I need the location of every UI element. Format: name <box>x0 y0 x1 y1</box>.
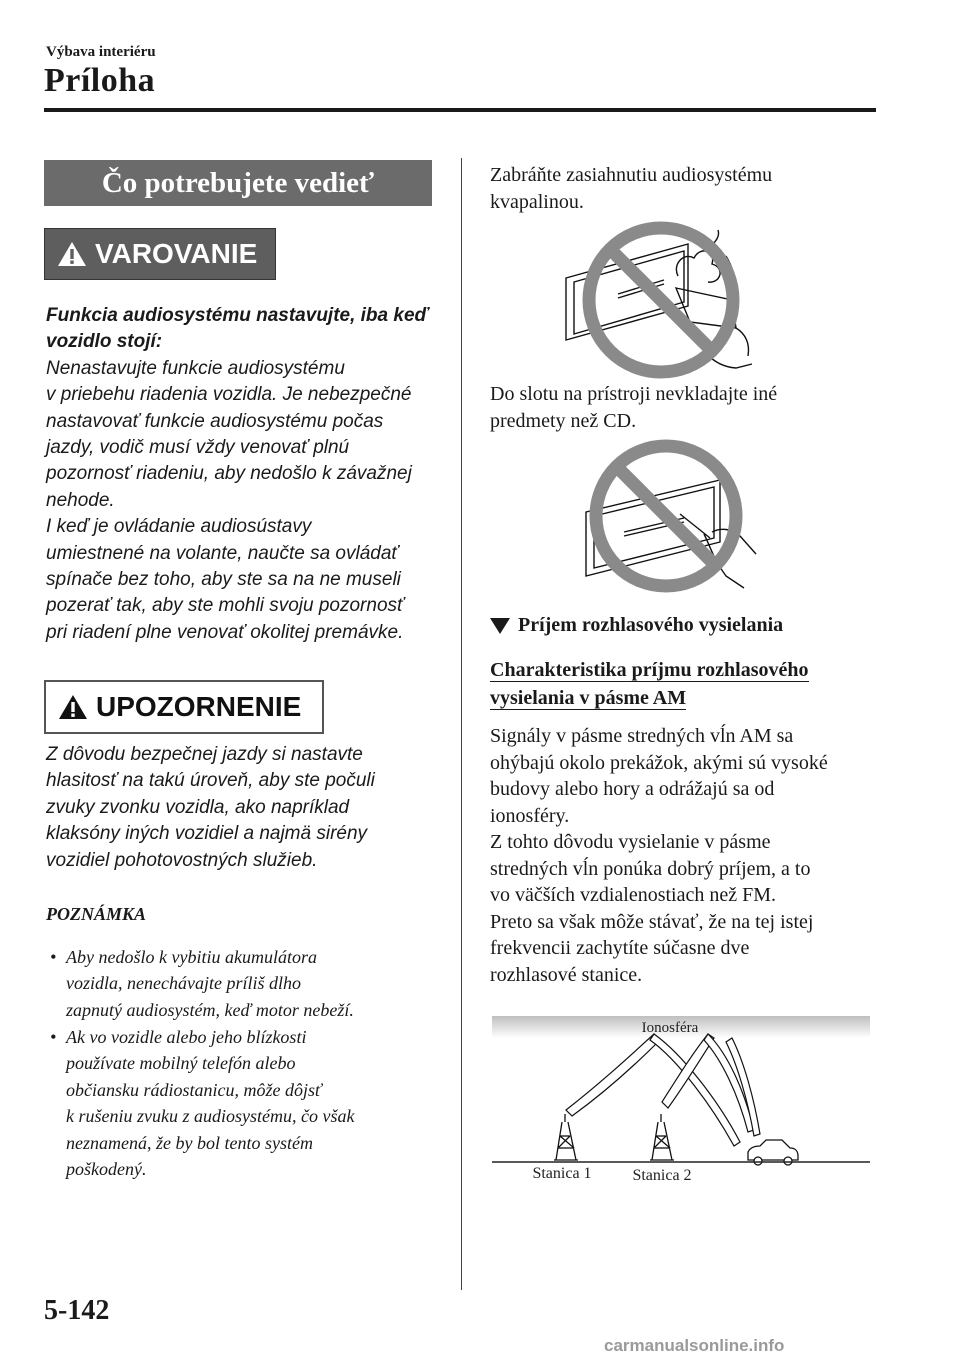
station-2-label: Stanica 2 <box>632 1167 692 1184</box>
watermark: carmanualsonline.info <box>604 1336 785 1355</box>
text-line: k rušeniu zvuku z audiosystému, čo však <box>66 1106 355 1127</box>
column-divider <box>461 158 462 1290</box>
page-number: 5-142 <box>44 1295 110 1326</box>
text-line: nehode. <box>46 489 115 511</box>
text-line: zapnutý audiosystém, keď motor nebeží. <box>66 999 354 1020</box>
text-line: klaksóny iných vozidiel a najmä sirény <box>46 823 368 845</box>
text-line: vysielania v pásme AM <box>490 687 687 709</box>
text-line: jazdy, vodič musí vždy venovať plnú <box>46 437 350 459</box>
text-line: kvapalinou. <box>490 190 584 213</box>
text-line: zvuky zvonku vozidla, ako napríklad <box>46 796 350 818</box>
note-heading: POZNÁMKA <box>46 904 147 924</box>
warning-body <box>46 303 442 646</box>
header-rule <box>44 108 876 112</box>
text-line: Ak vo vozidle alebo jeho blízkosti <box>66 1027 307 1047</box>
text-line: stredných vĺn ponúka dobrý príjem, a to <box>490 857 811 880</box>
text-line: umiestnené na volante, naučte sa ovládať <box>46 542 399 564</box>
text-line: vozidlo stojí: <box>46 331 163 353</box>
wave-path <box>566 1034 660 1116</box>
radio-tower-icon <box>554 1114 578 1160</box>
caution-label-text: UPOZORNENIE <box>96 691 302 722</box>
text-line: Zabráňte zasiahnutiu audiosystému <box>490 164 773 186</box>
bullet-icon: • <box>50 947 57 967</box>
text-line: rozhlasové stanice. <box>490 963 643 986</box>
warning-label <box>44 228 276 280</box>
text-line: frekvencii zachytíte súčasne dve <box>490 937 750 959</box>
text-line: hlasitosť na takú úroveň, aby ste počuli <box>46 770 375 792</box>
warning-label-text: VAROVANIE <box>95 238 258 269</box>
text-line: vozidla, nenechávajte príliš dlho <box>66 973 301 994</box>
text-line: pozornosť riadeniu, aby nedošlo k závažnej <box>46 463 412 485</box>
section-title: Čo potrebujete vedieť <box>44 160 432 206</box>
station-1-label: Stanica 1 <box>532 1165 592 1182</box>
caution-label <box>44 680 324 734</box>
text-line: I keď je ovládanie audiosústavy <box>46 516 312 538</box>
wave-path <box>726 1038 760 1136</box>
text-line: Z tohto dôvodu vysielanie v pásme <box>490 831 771 853</box>
caution-icon <box>58 693 88 721</box>
text-line: Signály v pásme stredných vĺn AM sa <box>490 725 794 747</box>
warning-icon <box>57 240 87 268</box>
am-heading <box>490 656 850 712</box>
text-line: v priebehu riadenia vozidla. Je nebezpečné <box>46 384 412 406</box>
text-line: vo väčších vzdialenostiach než FM. <box>490 884 777 906</box>
text-line: Z dôvodu bezpečnej jazdy si nastavte <box>46 744 363 765</box>
slot-warning-text <box>490 381 870 434</box>
text-line: poškodený. <box>66 1159 147 1180</box>
breadcrumb: Výbava interiéru <box>46 44 156 60</box>
liquid-warning-text <box>490 162 870 215</box>
am-propagation-diagram <box>492 1010 874 1190</box>
text-line: pozerať tak, aby ste mohli svoju pozornosť <box>46 595 404 617</box>
text-line: nastavovať funkcie audiosystému počas <box>46 410 384 432</box>
prohibition-icon <box>596 446 736 586</box>
text-line: predmety než CD. <box>490 409 637 432</box>
text-line: Preto sa však môže stávať, že na tej istej <box>490 910 814 933</box>
text-line: Nenastavujte funkcie audiosystému <box>46 357 345 379</box>
note-item <box>50 944 451 1023</box>
text-line: ionosféry. <box>490 804 570 827</box>
text-line: Do slotu na prístroji nevkladajte iné <box>490 383 778 405</box>
text-line: neznamená, že by bol tento systém <box>66 1132 313 1153</box>
no-object-illustration <box>574 436 764 596</box>
note-item <box>50 1024 451 1182</box>
car-icon <box>748 1140 798 1165</box>
chapter-title: Príloha <box>44 62 156 99</box>
text-line: budovy alebo hory a odrážajú sa od <box>490 778 775 800</box>
text-line: používate mobilný telefón alebo <box>66 1053 296 1074</box>
radio-tower-icon <box>650 1114 674 1160</box>
subsection-heading-text: Príjem rozhlasového vysielania <box>518 614 784 636</box>
text-line: spínače bez toho, aby ste sa na ne museli <box>46 569 401 591</box>
subsection-heading <box>490 614 783 637</box>
warning-title <box>46 303 442 356</box>
triangle-bullet-icon <box>490 618 510 634</box>
text-line: občiansku rádiostanicu, môže dôjsť <box>66 1079 322 1100</box>
text-line: Aby nedošlo k vybitiu akumulátora <box>66 947 317 967</box>
text-line: Charakteristika príjmu rozhlasového <box>490 659 809 681</box>
no-liquid-illustration <box>560 216 760 388</box>
text-line: pri riadení plne venovať okolitej premávke. <box>46 621 404 643</box>
caution-body <box>46 742 442 874</box>
text-line: ohýbajú okolo prekážok, akými sú vysoké <box>490 751 828 774</box>
am-body <box>490 723 880 988</box>
bullet-icon: • <box>50 1027 57 1047</box>
text-line: vozidiel pohotovostných služieb. <box>46 849 318 871</box>
text-line: Funkcia audiosystému nastavujte, iba keď <box>46 305 429 326</box>
ionosphere-label: Ionosféra <box>641 1020 699 1036</box>
prohibition-icon <box>589 228 733 372</box>
